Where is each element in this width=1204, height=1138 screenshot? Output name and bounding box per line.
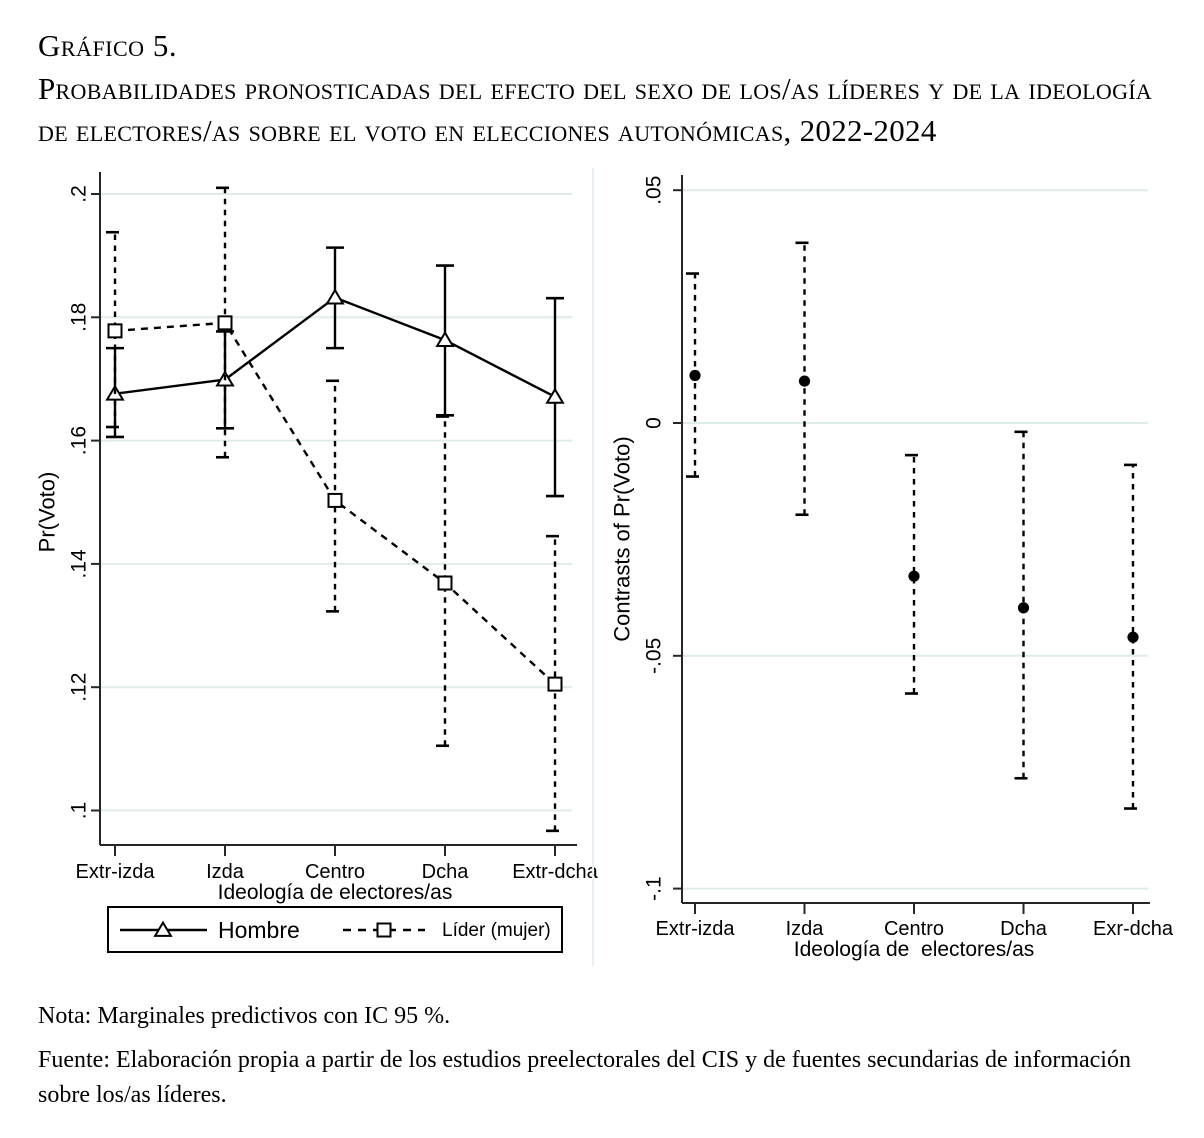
contrasts-series-circle [686, 243, 1139, 809]
legend-label-hombre: Hombre [218, 917, 300, 943]
x-tick-label: Exr-dcha [1092, 918, 1174, 940]
triangle-marker [327, 290, 343, 303]
contrasts-chart [610, 175, 1174, 961]
predicted-series-square [106, 188, 562, 831]
y-tick-label: .18 [67, 302, 91, 332]
figure-number: Gráfico 5. [38, 28, 178, 63]
x-tick-label: Extr-izda [655, 918, 735, 940]
y-tick-label: .05 [642, 175, 666, 205]
square-marker [329, 494, 342, 507]
predicted-series-triangle [106, 248, 564, 496]
source-text-line1: Fuente: Elaboración propia a partir de los estudios preelectorales del CIS y de fuentes secundarias de información [38, 1047, 1131, 1073]
circle-marker [1018, 602, 1029, 613]
y-axis-title: Pr(Voto) [34, 471, 60, 553]
y-tick-label: -.05 [642, 637, 666, 674]
y-tick-label: .14 [67, 549, 91, 579]
circle-marker [1127, 632, 1138, 643]
x-tick-label: Izda [785, 918, 824, 940]
contrasts-axes [610, 175, 1174, 961]
x-tick-label: Extr-dcha [512, 861, 598, 883]
y-tick-label: 0 [642, 417, 666, 429]
circle-marker [689, 370, 700, 381]
square-marker [109, 324, 122, 337]
square-marker [219, 316, 232, 329]
triangle-marker [547, 389, 563, 402]
x-tick-label: Dcha [1000, 918, 1047, 940]
figure-title-line2: de electores/as sobre el voto en elecciones autonómicas, 2022-2024 [38, 113, 937, 148]
circle-marker [908, 571, 919, 582]
figure-title-line1: Probabilidades pronosticadas del efecto del sexo de los/as líderes y de la ideología [38, 71, 1153, 106]
x-axis-title: Ideología de electores/as [793, 938, 1035, 961]
legend-label-lider-mujer: Líder (mujer) [442, 920, 551, 941]
circle-marker [799, 375, 810, 386]
source-text-line2: sobre los/as líderes. [38, 1082, 227, 1108]
x-tick-label: Centro [304, 861, 366, 883]
y-tick-label: .1 [67, 801, 91, 820]
predicted-chart [35, 172, 599, 904]
y-tick-label: .16 [67, 425, 91, 456]
triangle-marker [437, 333, 453, 346]
square-marker [439, 577, 452, 590]
y-axis-title: Contrasts of Pr(Voto) [609, 436, 635, 642]
legend [108, 907, 562, 952]
x-tick-label: Extr-izda [75, 861, 155, 883]
y-tick-label: .12 [67, 672, 91, 702]
legend-square-marker [378, 924, 391, 937]
x-tick-label: Dcha [421, 861, 469, 883]
y-tick-label: -.1 [642, 876, 666, 901]
note-text: Nota: Marginales predictivos con IC 95 %. [38, 1003, 451, 1029]
x-tick-label: Izda [206, 861, 244, 883]
predicted-axes [35, 172, 599, 904]
x-axis-title: Ideología de electores/as [217, 881, 453, 904]
x-tick-label: Centro [883, 918, 945, 940]
square-marker [549, 678, 562, 691]
y-tick-label: .2 [67, 185, 91, 203]
